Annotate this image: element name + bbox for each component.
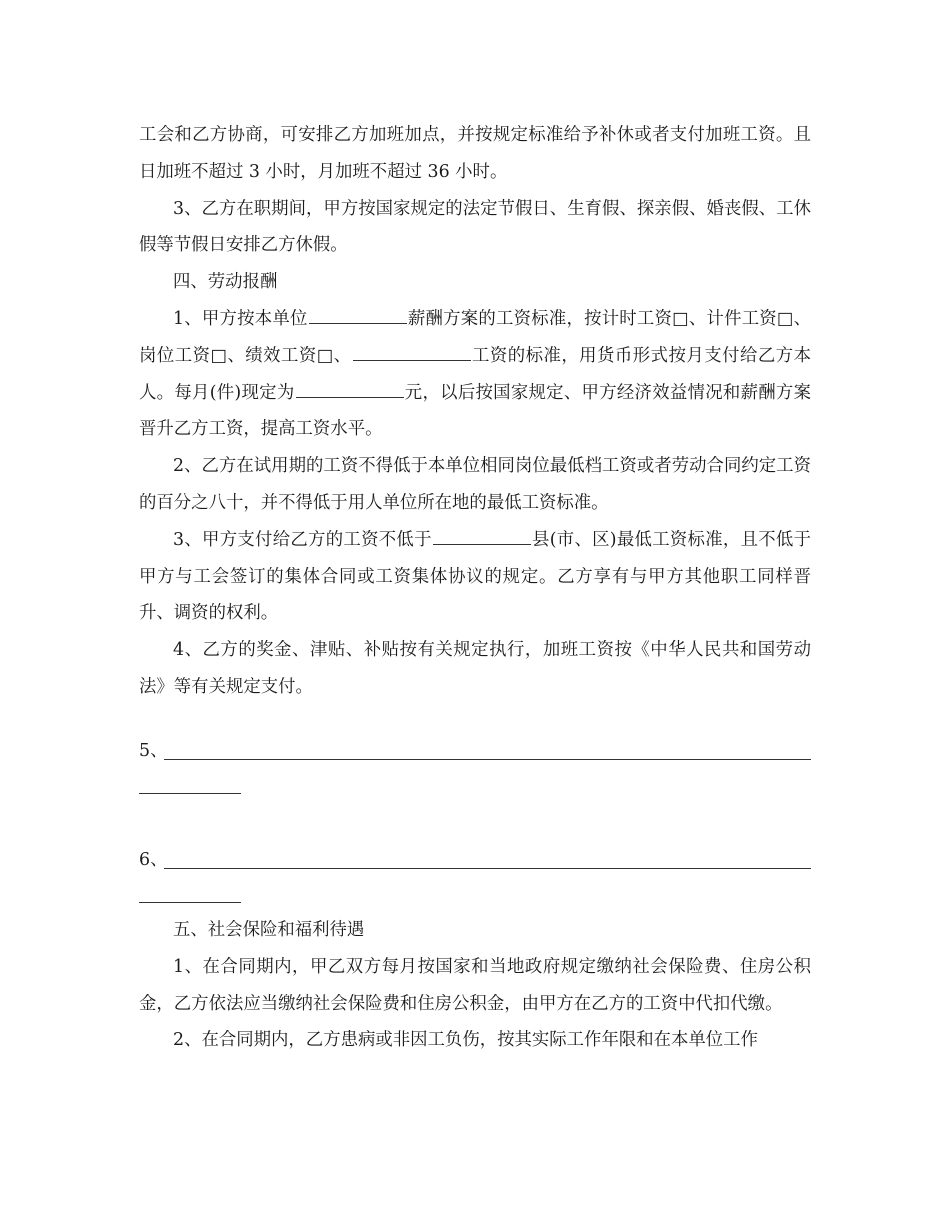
paragraph-sick-leave: 2、在合同期内，乙方患病或非因工负伤，按其实际工作年限和在本单位工作 (173, 1030, 758, 1051)
clause-6-blank (139, 842, 811, 912)
clause-6-number: 6、 (139, 850, 168, 870)
wage-standard-text-d: 元，以后按国家规定、甲方经济效益情况和薪酬方案晋升乙方工资，提高工资水平。 (139, 382, 811, 440)
paragraph-wage-standard (139, 301, 811, 448)
clause-6-fill-line[interactable] (164, 868, 811, 869)
minimum-wage-text-a: 3、甲方支付给乙方的工资不低于 (173, 529, 432, 550)
wage-standard-text-a: 1、甲方按本单位 (173, 308, 308, 329)
document-body-top (139, 117, 811, 706)
unit-name-blank[interactable] (309, 309, 407, 324)
paragraph-bonus: 4、乙方的奖金、津贴、补贴按有关规定执行，加班工资按《中华人民共和国劳动法》等有关规定支付。 (139, 640, 811, 697)
clause-5-blank (139, 733, 811, 803)
wage-standard-text-b: 薪酬方案的工资标准，按计时工资□、计件工资□、岗位工资□、绩效工资□、 (139, 308, 811, 366)
monthly-wage-blank[interactable] (296, 383, 404, 398)
paragraph-holidays: 3、乙方在职期间，甲方按国家规定的法定节假日、生育假、探亲假、婚丧假、工休假等节假日安排乙方休假。 (139, 198, 811, 256)
paragraph-overtime-continued: 工会和乙方协商，可安排乙方加班加点，并按规定标准给予补休或者支付加班工资。且日加班不超过 3 小时，月加班不超过 36 小时。 (139, 125, 811, 182)
paragraph-probation-wage: 2、乙方在试用期的工资不得低于本单位相同岗位最低档工资或者劳动合同约定工资的百分之八十，并不得低于用人单位所在地的最低工资标准。 (139, 456, 811, 513)
wage-type-blank[interactable] (353, 346, 471, 361)
wage-standard-text-c: 工资的标准，用货币形式按月支付给乙方本人。每月(件)现定为 (139, 345, 811, 403)
minimum-wage-text-b: 县(市、区)最低工资标准，且不低于甲方与工会签订的集体合同或工资集体协议的规定。乙方享有与甲方其他职工同样晋升、调资的权利。 (139, 529, 811, 624)
paragraph-social-insurance: 1、在合同期内，甲乙双方每月按国家和当地政府规定缴纳社会保险费、住房公积金，乙方依法应当缴纳社会保险费和住房公积金，由甲方在乙方的工资中代扣代缴。 (139, 956, 811, 1014)
clause-5-fill-line-continued[interactable] (139, 793, 241, 794)
clause-6-fill-line-continued[interactable] (139, 902, 241, 903)
section-heading-insurance: 五、社会保险和福利待遇 (173, 920, 365, 940)
county-blank[interactable] (433, 530, 531, 545)
section-heading-remuneration: 四、劳动报酬 (173, 272, 278, 293)
document-body-bottom (139, 912, 811, 1059)
paragraph-minimum-wage (139, 522, 811, 632)
clause-5-number: 5、 (139, 741, 168, 761)
clause-5-fill-line[interactable] (164, 759, 811, 760)
